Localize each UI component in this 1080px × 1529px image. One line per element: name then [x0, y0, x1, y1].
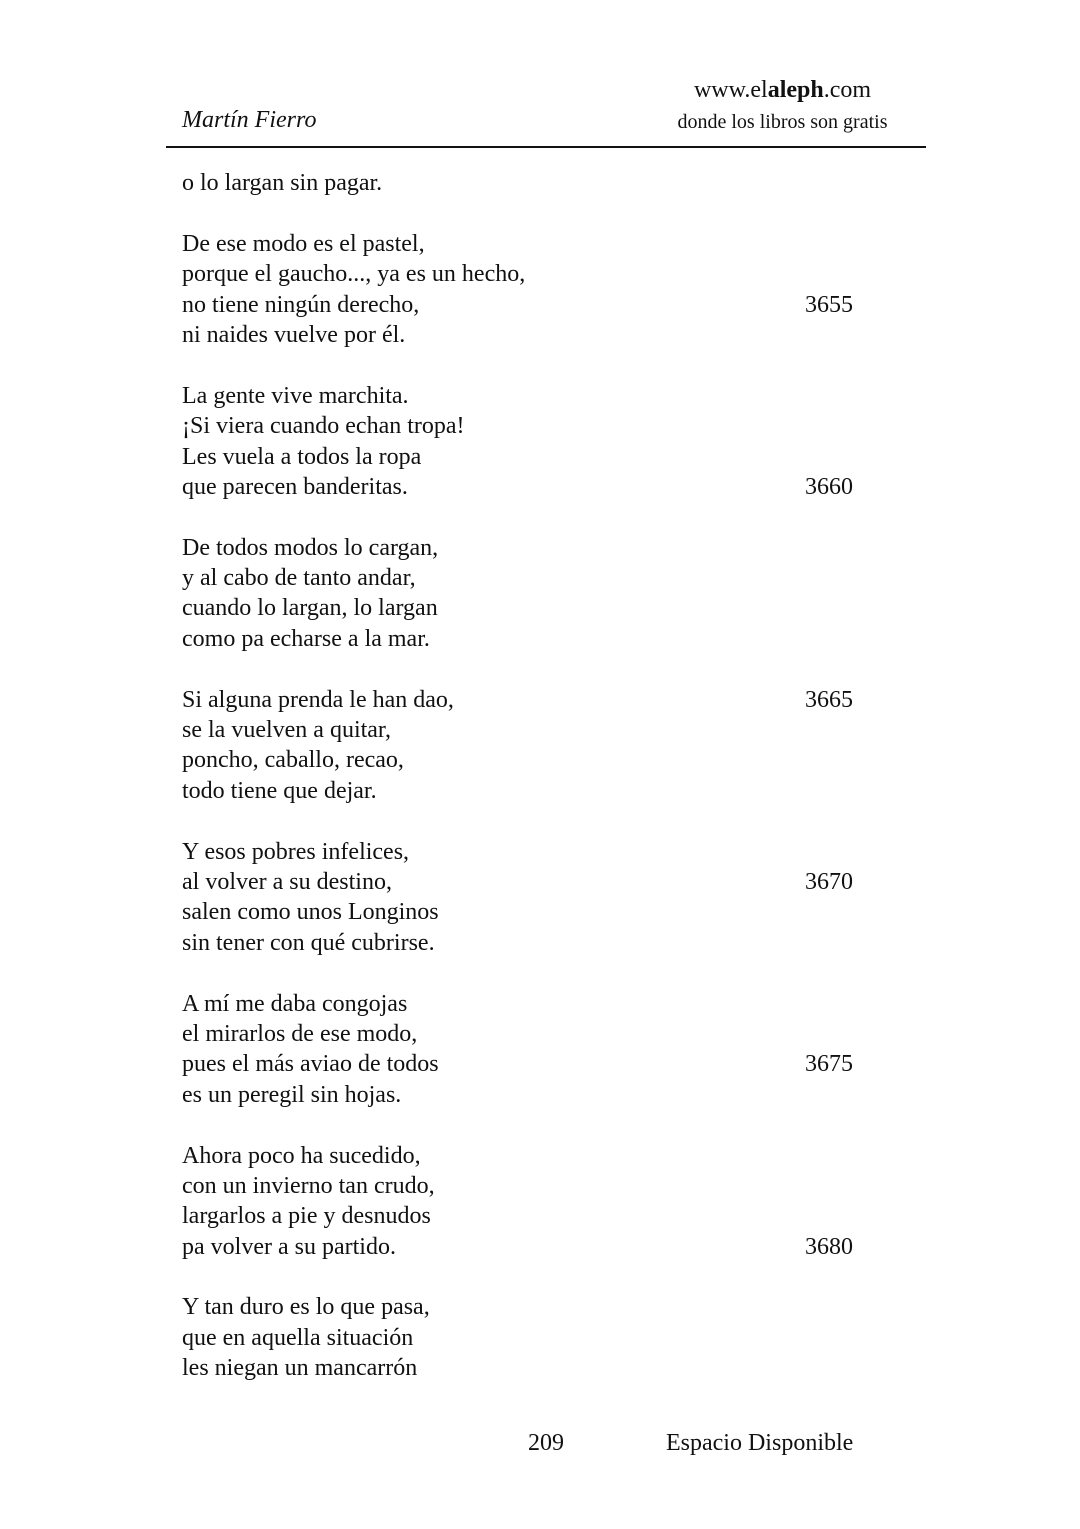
line-number: 3665	[805, 686, 853, 713]
verse-text: De ese modo es el pastel,	[182, 230, 425, 257]
verse-text: se la vuelven a quitar,	[182, 717, 391, 744]
verse-text: Y tan duro es lo que pasa,	[182, 1294, 430, 1321]
verse-line	[182, 1080, 882, 1110]
verse-line	[182, 1049, 882, 1079]
verse-text: ni naides vuelve por él.	[182, 321, 406, 348]
verse-text: Ahora poco ha sucedido,	[182, 1142, 421, 1169]
book-title: Martín Fierro	[182, 107, 317, 133]
stanza-break	[182, 654, 882, 684]
verse-text: pues el más aviao de todos	[182, 1051, 439, 1078]
stanza-break	[182, 958, 882, 988]
verse-line	[182, 624, 882, 654]
verse-line	[182, 1019, 882, 1049]
verse-text: Y esos pobres infelices,	[182, 838, 410, 865]
verse-line	[182, 1141, 882, 1171]
verse-line	[182, 1323, 882, 1353]
verse-line	[182, 867, 882, 897]
verse-text: poncho, caballo, recao,	[182, 747, 404, 774]
verse-line	[182, 897, 882, 927]
verse-text: pa volver a su partido.	[182, 1233, 396, 1260]
verse-text: como pa echarse a la mar.	[182, 625, 430, 652]
verse-line	[182, 1201, 882, 1231]
verse-text: que parecen banderitas.	[182, 473, 408, 500]
line-number: 3660	[805, 473, 853, 500]
verse-line	[182, 1353, 882, 1383]
verse-text: no tiene ningún derecho,	[182, 291, 420, 318]
header-divider	[166, 146, 926, 148]
verse-line	[182, 290, 882, 320]
verse-line	[182, 381, 882, 411]
site-url-suffix: .com	[823, 77, 872, 103]
verse-line	[182, 229, 882, 259]
stanza-break	[182, 806, 882, 836]
verse-text: cuando lo largan, lo largan	[182, 595, 438, 622]
site-url[interactable]	[660, 74, 905, 106]
line-number: 3675	[805, 1051, 853, 1078]
verse-line	[182, 563, 882, 593]
line-number: 3680	[805, 1233, 853, 1260]
verse-line	[182, 593, 882, 623]
verse-line	[182, 685, 882, 715]
verse-line	[182, 989, 882, 1019]
verse-text: A mí me daba congojas	[182, 990, 408, 1017]
verse-line	[182, 168, 882, 198]
verse-text: y al cabo de tanto andar,	[182, 565, 416, 592]
verse-text: al volver a su destino,	[182, 868, 392, 895]
verse-line	[182, 320, 882, 350]
verse-line	[182, 411, 882, 441]
verse-text: porque el gaucho..., ya es un hecho,	[182, 261, 526, 288]
verse-line	[182, 928, 882, 958]
site-tagline: donde los libros son gratis	[677, 111, 888, 133]
page-number: 209	[528, 1430, 564, 1456]
verse-text: ¡Si viera cuando echan tropa!	[182, 413, 465, 440]
verse-text: sin tener con qué cubrirse.	[182, 929, 435, 956]
verse-text: salen como unos Longinos	[182, 899, 439, 926]
verse-text: con un invierno tan crudo,	[182, 1172, 435, 1199]
verse-text: Les vuela a todos la ropa	[182, 443, 422, 470]
line-number: 3655	[805, 291, 853, 318]
verse-text: o lo largan sin pagar.	[182, 170, 383, 196]
stanza-break	[182, 1110, 882, 1140]
stanza-break	[182, 198, 882, 228]
verse-line	[182, 442, 882, 472]
poem-verses	[182, 168, 882, 1384]
footer-note: Espacio Disponible	[666, 1430, 854, 1456]
stanza-break	[182, 350, 882, 380]
verse-line	[182, 837, 882, 867]
verse-line	[182, 776, 882, 806]
verse-text: el mirarlos de ese modo,	[182, 1020, 418, 1047]
verse-line	[182, 1292, 882, 1322]
verse-text: La gente vive marchita.	[182, 382, 409, 409]
verse-text: Si alguna prenda le han dao,	[182, 686, 454, 713]
verse-text: es un peregil sin hojas.	[182, 1081, 402, 1108]
stanza-break	[182, 1262, 882, 1292]
verse-line	[182, 1232, 882, 1262]
verse-text: De todos modos lo cargan,	[182, 534, 439, 561]
verse-text: que en aquella situación	[182, 1324, 414, 1351]
site-url-brand: aleph	[767, 77, 824, 103]
verse-line	[182, 472, 882, 502]
verse-text: todo tiene que dejar.	[182, 777, 377, 804]
verse-line	[182, 533, 882, 563]
site-url-prefix: www.el	[693, 77, 768, 103]
verse-line	[182, 745, 882, 775]
stanza-break	[182, 502, 882, 532]
verse-text: les niegan un mancarrón	[182, 1355, 418, 1382]
verse-line	[182, 259, 882, 289]
verse-text: largarlos a pie y desnudos	[182, 1203, 431, 1230]
line-number: 3670	[805, 868, 853, 895]
verse-line	[182, 715, 882, 745]
verse-line	[182, 1171, 882, 1201]
